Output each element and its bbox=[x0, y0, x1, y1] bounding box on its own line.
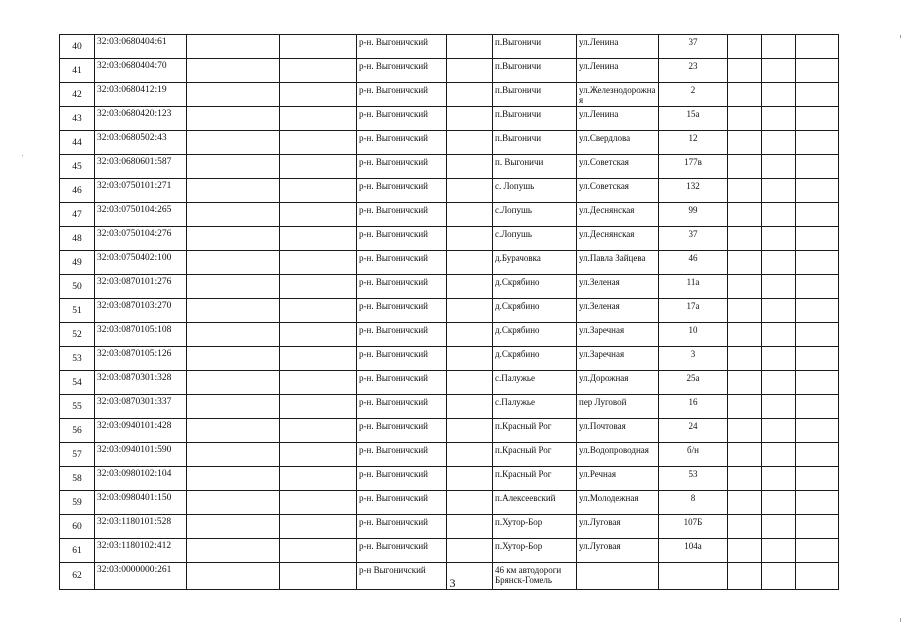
row-number: 48 bbox=[60, 227, 95, 251]
empty-cell bbox=[280, 419, 357, 443]
locality-cell: д.Бурачовка bbox=[493, 251, 577, 275]
cadastral-number: 32:03:0750104:265 bbox=[95, 203, 187, 227]
empty-cell bbox=[447, 299, 493, 323]
cadastral-number: 32:03:0870301:337 bbox=[95, 395, 187, 419]
street-cell: ул.Водопроводная bbox=[577, 443, 659, 467]
cadastral-number: 32:03:0980102:104 bbox=[95, 467, 187, 491]
locality-cell: п.Выгоничи bbox=[493, 83, 577, 107]
house-number: 24 bbox=[659, 419, 728, 443]
empty-cell bbox=[728, 131, 762, 155]
district-cell: р-н. Выгоничский bbox=[357, 419, 447, 443]
table-row bbox=[60, 35, 839, 59]
empty-cell bbox=[762, 179, 796, 203]
empty-cell bbox=[187, 467, 280, 491]
house-number: 2 bbox=[659, 83, 728, 107]
empty-cell bbox=[447, 59, 493, 83]
empty-cell bbox=[796, 371, 839, 395]
district-cell: р-н. Выгоничский bbox=[357, 251, 447, 275]
cadastral-number: 32:03:0680404:61 bbox=[95, 35, 187, 59]
row-number: 45 bbox=[60, 155, 95, 179]
house-number: 46 bbox=[659, 251, 728, 275]
house-number: 12 bbox=[659, 131, 728, 155]
row-number: 52 bbox=[60, 323, 95, 347]
empty-cell bbox=[187, 59, 280, 83]
house-number: 25а bbox=[659, 371, 728, 395]
cadastral-number: 32:03:0680502:43 bbox=[95, 131, 187, 155]
empty-cell bbox=[187, 275, 280, 299]
locality-cell: п.Красный Рог bbox=[493, 443, 577, 467]
scan-mark bbox=[22, 155, 23, 156]
empty-cell bbox=[796, 83, 839, 107]
empty-cell bbox=[762, 323, 796, 347]
house-number: 3 bbox=[659, 347, 728, 371]
district-cell: р-н. Выгоничский bbox=[357, 515, 447, 539]
table-row bbox=[60, 299, 839, 323]
table-row bbox=[60, 491, 839, 515]
empty-cell bbox=[280, 35, 357, 59]
empty-cell bbox=[280, 371, 357, 395]
house-number: 53 bbox=[659, 467, 728, 491]
row-number: 57 bbox=[60, 443, 95, 467]
cadastral-number: 32:03:0940101:590 bbox=[95, 443, 187, 467]
empty-cell bbox=[187, 35, 280, 59]
street-cell: ул.Зеленая bbox=[577, 299, 659, 323]
cadastral-number: 32:03:0870103:270 bbox=[95, 299, 187, 323]
empty-cell bbox=[728, 179, 762, 203]
empty-cell bbox=[762, 59, 796, 83]
row-number: 59 bbox=[60, 491, 95, 515]
street-cell: ул.Ленина bbox=[577, 107, 659, 131]
empty-cell bbox=[447, 179, 493, 203]
table-row bbox=[60, 467, 839, 491]
empty-cell bbox=[280, 131, 357, 155]
table-row bbox=[60, 227, 839, 251]
empty-cell bbox=[447, 419, 493, 443]
table-row bbox=[60, 107, 839, 131]
empty-cell bbox=[796, 179, 839, 203]
house-number: 37 bbox=[659, 227, 728, 251]
empty-cell bbox=[762, 371, 796, 395]
row-number: 43 bbox=[60, 107, 95, 131]
empty-cell bbox=[187, 395, 280, 419]
house-number: 23 bbox=[659, 59, 728, 83]
empty-cell bbox=[762, 443, 796, 467]
row-number: 60 bbox=[60, 515, 95, 539]
empty-cell bbox=[728, 299, 762, 323]
empty-cell bbox=[762, 539, 796, 563]
empty-cell bbox=[447, 203, 493, 227]
empty-cell bbox=[187, 347, 280, 371]
empty-cell bbox=[728, 323, 762, 347]
empty-cell bbox=[762, 395, 796, 419]
empty-cell bbox=[280, 203, 357, 227]
cadastral-number: 32:03:0750402:100 bbox=[95, 251, 187, 275]
locality-cell: с.Палужье bbox=[493, 395, 577, 419]
empty-cell bbox=[762, 155, 796, 179]
district-cell: р-н. Выгоничский bbox=[357, 347, 447, 371]
street-cell: ул.Луговая bbox=[577, 539, 659, 563]
empty-cell bbox=[762, 251, 796, 275]
locality-cell: с.Лопушь bbox=[493, 203, 577, 227]
street-cell: ул.Павла Зайцева bbox=[577, 251, 659, 275]
empty-cell bbox=[796, 275, 839, 299]
empty-cell bbox=[280, 179, 357, 203]
row-number: 56 bbox=[60, 419, 95, 443]
empty-cell bbox=[728, 35, 762, 59]
empty-cell bbox=[728, 467, 762, 491]
cadastral-number: 32:03:0940101:428 bbox=[95, 419, 187, 443]
empty-cell bbox=[796, 515, 839, 539]
street-cell: ул.Свердлова bbox=[577, 131, 659, 155]
empty-cell bbox=[796, 131, 839, 155]
house-number: 8 bbox=[659, 491, 728, 515]
table-row bbox=[60, 371, 839, 395]
table-row bbox=[60, 515, 839, 539]
empty-cell bbox=[280, 251, 357, 275]
house-number: 11а bbox=[659, 275, 728, 299]
empty-cell bbox=[762, 347, 796, 371]
district-cell: р-н. Выгоничский bbox=[357, 323, 447, 347]
cadastral-number: 32:03:0000000:261 bbox=[95, 563, 187, 590]
empty-cell bbox=[187, 107, 280, 131]
empty-cell bbox=[280, 347, 357, 371]
empty-cell bbox=[187, 179, 280, 203]
empty-cell bbox=[280, 299, 357, 323]
row-number: 51 bbox=[60, 299, 95, 323]
district-cell: р-н. Выгоничский bbox=[357, 179, 447, 203]
empty-cell bbox=[762, 131, 796, 155]
street-cell: ул.Ленина bbox=[577, 59, 659, 83]
empty-cell bbox=[447, 107, 493, 131]
house-number: 177в bbox=[659, 155, 728, 179]
row-number: 49 bbox=[60, 251, 95, 275]
page-number: 3 bbox=[449, 576, 456, 590]
empty-cell bbox=[728, 155, 762, 179]
scan-mark bbox=[900, 35, 901, 38]
district-cell: р-н. Выгоничский bbox=[357, 83, 447, 107]
registry-table bbox=[59, 34, 839, 590]
empty-cell bbox=[796, 35, 839, 59]
cadastral-number: 32:03:0680420:123 bbox=[95, 107, 187, 131]
table-row bbox=[60, 539, 839, 563]
empty-cell bbox=[728, 83, 762, 107]
locality-cell: п.Красный Рог bbox=[493, 467, 577, 491]
district-cell: р-н. Выгоничский bbox=[357, 203, 447, 227]
row-number: 55 bbox=[60, 395, 95, 419]
empty-cell bbox=[187, 371, 280, 395]
district-cell: р-н. Выгоничский bbox=[357, 155, 447, 179]
house-number: 15а bbox=[659, 107, 728, 131]
empty-cell bbox=[280, 395, 357, 419]
empty-cell bbox=[187, 299, 280, 323]
empty-cell bbox=[796, 227, 839, 251]
empty-cell bbox=[728, 395, 762, 419]
table-row bbox=[60, 323, 839, 347]
house-number: 99 bbox=[659, 203, 728, 227]
row-number: 50 bbox=[60, 275, 95, 299]
table-row bbox=[60, 275, 839, 299]
cadastral-number: 32:03:0870105:126 bbox=[95, 347, 187, 371]
empty-cell bbox=[187, 515, 280, 539]
empty-cell bbox=[762, 419, 796, 443]
empty-cell bbox=[728, 371, 762, 395]
locality-cell: п.Выгоничи bbox=[493, 59, 577, 83]
district-cell: р-н. Выгоничский bbox=[357, 371, 447, 395]
cadastral-number: 32:03:0980401:150 bbox=[95, 491, 187, 515]
table-row bbox=[60, 131, 839, 155]
district-cell: р-н. Выгоничский bbox=[357, 275, 447, 299]
empty-cell bbox=[280, 515, 357, 539]
row-number: 47 bbox=[60, 203, 95, 227]
house-number: 104а bbox=[659, 539, 728, 563]
empty-cell bbox=[796, 323, 839, 347]
empty-cell bbox=[447, 539, 493, 563]
empty-cell bbox=[796, 419, 839, 443]
empty-cell bbox=[447, 371, 493, 395]
empty-cell bbox=[447, 347, 493, 371]
empty-cell bbox=[187, 203, 280, 227]
house-number: 37 bbox=[659, 35, 728, 59]
street-cell: ул.Дорожная bbox=[577, 371, 659, 395]
row-number: 46 bbox=[60, 179, 95, 203]
empty-cell bbox=[762, 515, 796, 539]
empty-cell bbox=[728, 491, 762, 515]
district-cell: р-н. Выгоничский bbox=[357, 299, 447, 323]
empty-cell bbox=[796, 467, 839, 491]
row-number: 42 bbox=[60, 83, 95, 107]
empty-cell bbox=[280, 539, 357, 563]
house-number: 107Б bbox=[659, 515, 728, 539]
empty-cell bbox=[762, 35, 796, 59]
empty-cell bbox=[796, 251, 839, 275]
empty-cell bbox=[280, 59, 357, 83]
row-number: 58 bbox=[60, 467, 95, 491]
empty-cell bbox=[728, 347, 762, 371]
empty-cell bbox=[187, 323, 280, 347]
empty-cell bbox=[728, 419, 762, 443]
cadastral-number: 32:03:0750101:271 bbox=[95, 179, 187, 203]
row-number: 44 bbox=[60, 131, 95, 155]
empty-cell bbox=[280, 443, 357, 467]
empty-cell bbox=[762, 203, 796, 227]
empty-cell bbox=[762, 467, 796, 491]
table-row bbox=[60, 83, 839, 107]
street-cell: пер Луговой bbox=[577, 395, 659, 419]
district-cell: р-н. Выгоничский bbox=[357, 227, 447, 251]
district-cell: р-н. Выгоничский bbox=[357, 467, 447, 491]
empty-cell bbox=[447, 443, 493, 467]
street-cell: ул.Речная bbox=[577, 467, 659, 491]
row-number: 40 bbox=[60, 35, 95, 59]
empty-cell bbox=[447, 35, 493, 59]
locality-cell: д.Скрябино bbox=[493, 275, 577, 299]
empty-cell bbox=[447, 491, 493, 515]
district-cell: р-н Выгоничский bbox=[357, 563, 447, 590]
table-row bbox=[60, 419, 839, 443]
empty-cell bbox=[762, 491, 796, 515]
empty-cell bbox=[280, 491, 357, 515]
empty-cell bbox=[762, 275, 796, 299]
empty-cell bbox=[447, 83, 493, 107]
table-row bbox=[60, 251, 839, 275]
row-number: 62 bbox=[60, 563, 95, 590]
empty-cell bbox=[728, 443, 762, 467]
cadastral-number: 32:03:0750104:276 bbox=[95, 227, 187, 251]
empty-cell bbox=[280, 83, 357, 107]
cadastral-number: 32:03:0870105:108 bbox=[95, 323, 187, 347]
empty-cell bbox=[447, 467, 493, 491]
empty-cell bbox=[796, 539, 839, 563]
row-number: 41 bbox=[60, 59, 95, 83]
locality-cell: п.Выгоничи bbox=[493, 35, 577, 59]
street-cell: ул.Почтовая bbox=[577, 419, 659, 443]
district-cell: р-н. Выгоничский bbox=[357, 107, 447, 131]
row-number: 61 bbox=[60, 539, 95, 563]
empty-cell bbox=[447, 251, 493, 275]
scan-mark bbox=[900, 618, 901, 622]
empty-cell bbox=[728, 251, 762, 275]
empty-cell bbox=[187, 251, 280, 275]
empty-cell bbox=[187, 227, 280, 251]
empty-cell bbox=[280, 467, 357, 491]
empty-cell bbox=[280, 155, 357, 179]
row-number: 53 bbox=[60, 347, 95, 371]
table-row bbox=[60, 179, 839, 203]
locality-cell: п.Красный Рог bbox=[493, 419, 577, 443]
cadastral-number: 32:03:0680404:70 bbox=[95, 59, 187, 83]
cadastral-number: 32:03:0870101:276 bbox=[95, 275, 187, 299]
empty-cell bbox=[280, 227, 357, 251]
row-number: 54 bbox=[60, 371, 95, 395]
empty-cell bbox=[447, 515, 493, 539]
street-cell: ул.Деснянская bbox=[577, 227, 659, 251]
empty-cell bbox=[187, 419, 280, 443]
empty-cell bbox=[796, 59, 839, 83]
locality-cell: п.Выгоничи bbox=[493, 131, 577, 155]
cadastral-number: 32:03:0870301:328 bbox=[95, 371, 187, 395]
street-cell: ул.Заречная bbox=[577, 323, 659, 347]
table-row bbox=[60, 395, 839, 419]
empty-cell bbox=[796, 107, 839, 131]
locality-cell: п.Хутор-Бор bbox=[493, 515, 577, 539]
house-number: 17а bbox=[659, 299, 728, 323]
table-row bbox=[60, 347, 839, 371]
locality-cell: д.Скрябино bbox=[493, 347, 577, 371]
cadastral-number: 32:03:1180101:528 bbox=[95, 515, 187, 539]
district-cell: р-н. Выгоничский bbox=[357, 131, 447, 155]
locality-cell: п. Выгоничи bbox=[493, 155, 577, 179]
district-cell: р-н. Выгоничский bbox=[357, 35, 447, 59]
empty-cell bbox=[796, 491, 839, 515]
locality-cell: с.Лопушь bbox=[493, 227, 577, 251]
house-number: 16 bbox=[659, 395, 728, 419]
empty-cell bbox=[796, 203, 839, 227]
empty-cell bbox=[762, 107, 796, 131]
house-number: 132 bbox=[659, 179, 728, 203]
empty-cell bbox=[728, 59, 762, 83]
cadastral-number: 32:03:0680601:587 bbox=[95, 155, 187, 179]
empty-cell bbox=[447, 155, 493, 179]
table-row bbox=[60, 59, 839, 83]
empty-cell bbox=[187, 131, 280, 155]
empty-cell bbox=[762, 299, 796, 323]
empty-cell bbox=[728, 227, 762, 251]
empty-cell bbox=[728, 107, 762, 131]
district-cell: р-н. Выгоничский bbox=[357, 539, 447, 563]
empty-cell bbox=[447, 227, 493, 251]
empty-cell bbox=[447, 323, 493, 347]
empty-cell bbox=[728, 203, 762, 227]
empty-cell bbox=[796, 155, 839, 179]
empty-cell bbox=[447, 275, 493, 299]
district-cell: р-н. Выгоничский bbox=[357, 443, 447, 467]
empty-cell bbox=[762, 227, 796, 251]
house-number: б/н bbox=[659, 443, 728, 467]
district-cell: р-н. Выгоничский bbox=[357, 491, 447, 515]
empty-cell bbox=[280, 107, 357, 131]
street-cell: ул.Советская bbox=[577, 155, 659, 179]
district-cell: р-н. Выгоничский bbox=[357, 395, 447, 419]
table-row bbox=[60, 443, 839, 467]
locality-cell: 46 км автодороги Брянск-Гомель bbox=[493, 563, 577, 590]
locality-cell: с. Лопушь bbox=[493, 179, 577, 203]
empty-cell bbox=[447, 131, 493, 155]
empty-cell bbox=[187, 155, 280, 179]
table-row bbox=[60, 155, 839, 179]
empty-cell bbox=[187, 83, 280, 107]
street-cell: ул.Деснянская bbox=[577, 203, 659, 227]
street-cell: ул.Молодежная bbox=[577, 491, 659, 515]
empty-cell bbox=[762, 83, 796, 107]
street-cell: ул.Заречная bbox=[577, 347, 659, 371]
locality-cell: с.Палужье bbox=[493, 371, 577, 395]
empty-cell bbox=[728, 539, 762, 563]
empty-cell bbox=[447, 395, 493, 419]
empty-cell bbox=[796, 443, 839, 467]
street-cell: ул.Советская bbox=[577, 179, 659, 203]
street-cell: ул.Железнодорожна я bbox=[577, 83, 659, 107]
empty-cell bbox=[187, 443, 280, 467]
empty-cell bbox=[280, 275, 357, 299]
empty-cell bbox=[728, 275, 762, 299]
street-cell: ул.Зеленая bbox=[577, 275, 659, 299]
empty-cell bbox=[187, 491, 280, 515]
house-number: 10 bbox=[659, 323, 728, 347]
cadastral-number: 32:03:0680412:19 bbox=[95, 83, 187, 107]
empty-cell bbox=[187, 539, 280, 563]
street-cell: ул.Ленина bbox=[577, 35, 659, 59]
empty-cell bbox=[796, 347, 839, 371]
empty-cell bbox=[280, 323, 357, 347]
empty-cell bbox=[728, 515, 762, 539]
empty-cell bbox=[796, 299, 839, 323]
empty-cell bbox=[796, 395, 839, 419]
locality-cell: п.Алексеевский bbox=[493, 491, 577, 515]
table-row bbox=[60, 203, 839, 227]
locality-cell: п.Хутор-Бор bbox=[493, 539, 577, 563]
district-cell: р-н. Выгоничский bbox=[357, 59, 447, 83]
locality-cell: д.Скрябино bbox=[493, 299, 577, 323]
cadastral-number: 32:03:1180102:412 bbox=[95, 539, 187, 563]
street-cell: ул.Луговая bbox=[577, 515, 659, 539]
locality-cell: д.Скрябино bbox=[493, 323, 577, 347]
locality-cell: п.Выгоничи bbox=[493, 107, 577, 131]
